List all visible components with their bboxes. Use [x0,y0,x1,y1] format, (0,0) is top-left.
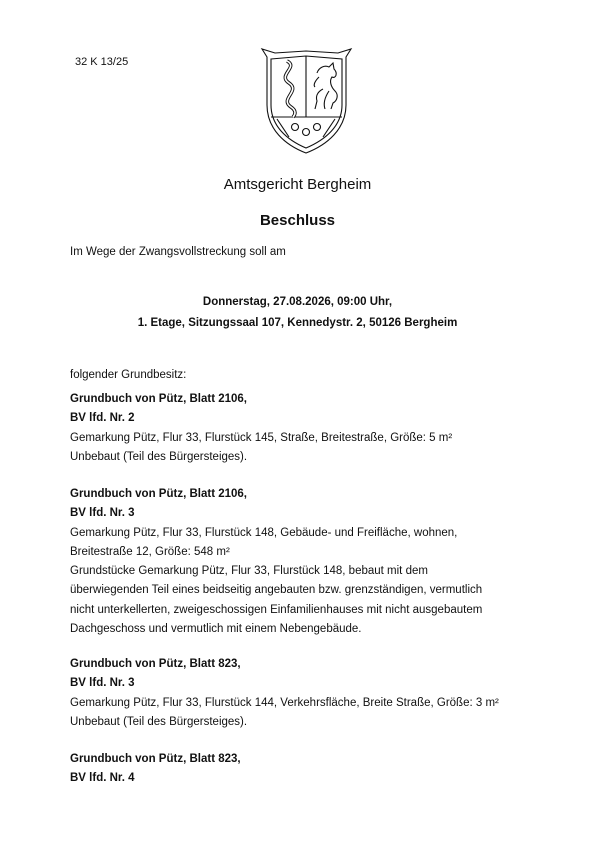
entry-line: Grundstücke Gemarkung Pütz, Flur 33, Flurstück 148, bebaut mit dem [70,565,428,578]
entry-heading: Grundbuch von Pütz, Blatt 823, [70,658,241,670]
entry-number: BV lfd. Nr. 3 [70,507,135,520]
coat-of-arms-icon [259,47,354,155]
entry-number: BV lfd. Nr. 3 [70,677,135,690]
entry-line: Gemarkung Pütz, Flur 33, Flurstück 144, Verkehrsfläche, Breite Straße, Größe: 3 m² [70,696,499,709]
entry-line: Gemarkung Pütz, Flur 33, Flurstück 148, Gebäude- und Freifläche, wohnen, [70,526,458,539]
entry-line: nicht unterkellerten, zweigeschossigen Einfamilienhauses mit nicht ausgebautem [70,603,483,616]
land-register-entry [70,390,540,467]
land-register-entry [70,655,540,732]
entry-line: Dachgeschoss und vermutlich mit einem Nebengebäude. [70,623,362,636]
entry-heading: Grundbuch von Pütz, Blatt 823, [70,753,241,765]
entry-heading: Grundbuch von Pütz, Blatt 2106, [70,393,247,405]
hearing-place: 1. Etage, Sitzungssaal 107, Kennedystr. 2, 50126 Bergheim [137,317,458,329]
case-reference: 32 K 13/25 [75,56,129,68]
court-name: Amtsgericht Bergheim [223,176,372,193]
entry-line: Breitestraße 12, Größe: 548 m² [70,545,230,558]
entry-line: Unbebaut (Teil des Bürgersteiges). [70,715,248,728]
land-register-entry [70,750,540,789]
entry-line: überwiegenden Teil eines beidseitig angebauten bzw. grenzständigen, vermutlich [70,584,483,597]
entry-number: BV lfd. Nr. 4 [70,772,135,785]
entry-line: Gemarkung Pütz, Flur 33, Flurstück 145, Straße, Breitestraße, Größe: 5 m² [70,431,453,444]
entry-line: Unbebaut (Teil des Bürgersteiges). [70,450,248,463]
property-intro: folgender Grundbesitz: [70,369,187,381]
land-register-entry [70,485,540,639]
document-title: Beschluss [259,212,336,229]
intro-text: Im Wege der Zwangsvollstreckung soll am [70,246,286,258]
entry-number: BV lfd. Nr. 2 [70,412,135,425]
hearing-date: Donnerstag, 27.08.2026, 09:00 Uhr, [202,296,393,308]
entry-heading: Grundbuch von Pütz, Blatt 2106, [70,488,247,500]
